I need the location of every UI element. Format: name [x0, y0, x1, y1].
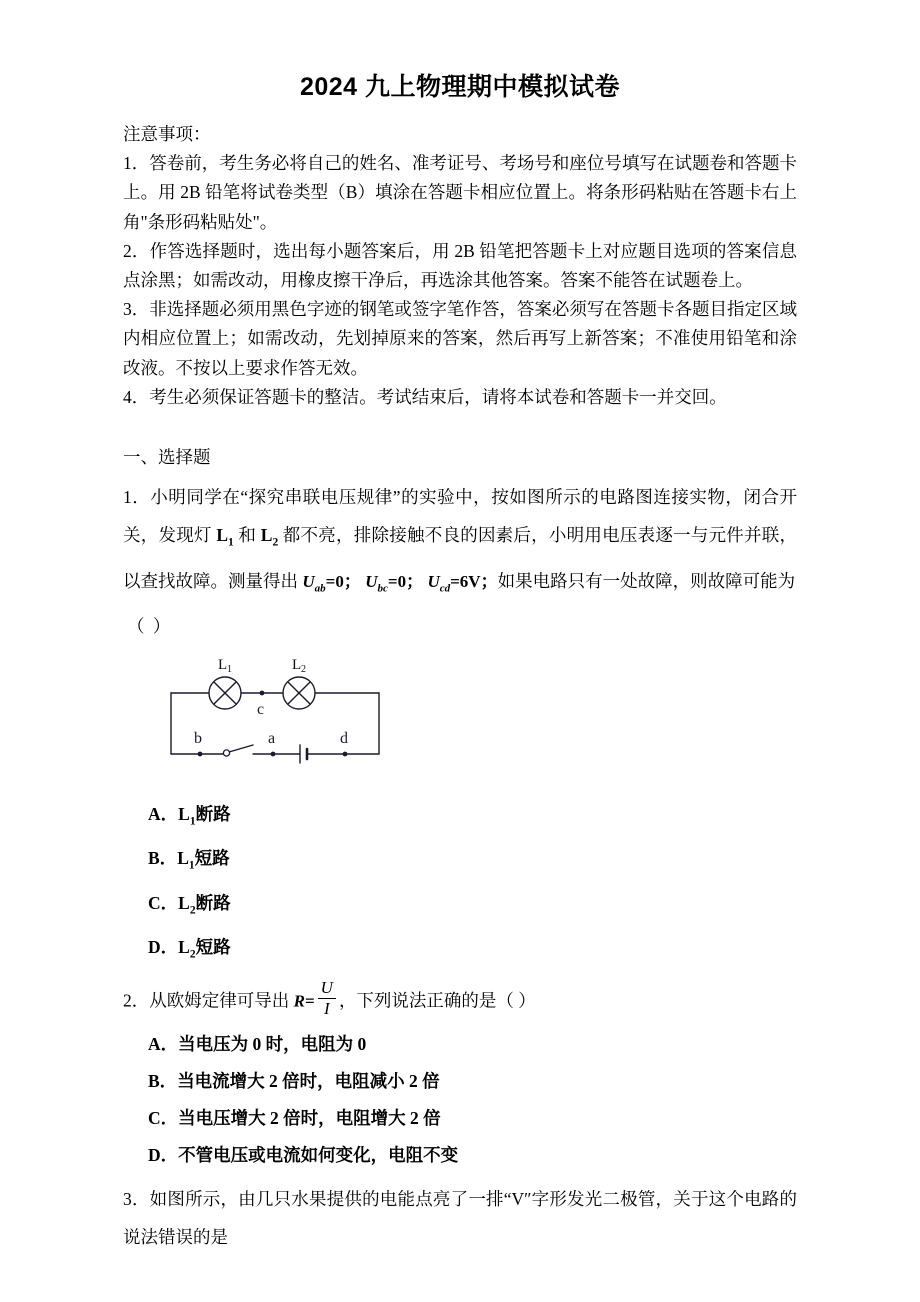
q2-option-b-text: 当电流增大 2 倍时，电阻减小 2 倍	[177, 1070, 440, 1091]
q1-uab-value: =0；	[325, 571, 361, 591]
lamp-l2-label-sub: 2	[301, 663, 306, 675]
node-label-d: d	[340, 729, 348, 747]
q2-option-a-label: A．	[148, 1033, 179, 1054]
q1-option-d-symbol: L	[178, 937, 190, 958]
q1-option-c-subscript: 2	[189, 904, 196, 917]
q1-text-mid2: 都不亮，排除接触不良的因素后，小明用电压表逐一与元件并联，以查找故障。测量得出	[123, 525, 798, 591]
q1-ubc-value: =0；	[387, 571, 424, 591]
q1-lamp1-letter: L	[216, 525, 229, 546]
q2-options	[123, 1021, 797, 1174]
lamp-l1-icon	[209, 677, 241, 709]
q2-option-d[interactable]	[123, 1137, 797, 1174]
q1-option-d-label: D．	[148, 937, 179, 958]
q1-option-d-text	[178, 937, 231, 961]
q2-text-before: 2．从欧姆定律可导出	[123, 990, 294, 1011]
q1-circuit-figure	[123, 645, 797, 783]
q1-ucd-value: =6V；	[450, 571, 498, 591]
q2-option-b-label: B．	[148, 1070, 178, 1091]
battery-icon	[300, 745, 307, 763]
q1-lamp1-symbol	[216, 525, 234, 549]
q1-option-c-body: 断路	[195, 892, 231, 913]
q1-text-before: 1．小明同学在“探究串联电压规律”的实验中，按如图所示的电路图连接实物，闭合开关，发现灯	[123, 487, 797, 546]
q1-lamp2-subscript: 2	[272, 536, 279, 549]
question-3-text: 3．如图所示，由几只水果提供的电能点亮了一排“V″字形发光二极管，关于这个电路的说法错误的是	[123, 1188, 797, 1247]
q1-option-b-body: 短路	[194, 848, 230, 869]
q1-option-b-symbol: L	[177, 848, 189, 869]
q1-option-a-label: A．	[148, 803, 179, 824]
q1-ucd-symbol: U	[427, 571, 440, 591]
q1-option-a-body: 断路	[195, 803, 231, 824]
q1-option-c[interactable]	[123, 885, 797, 930]
node-dot-c	[260, 691, 265, 696]
section-heading-choice: 一、选择题	[123, 447, 211, 468]
page-title: 2024 九上物理期中模拟试卷	[299, 73, 621, 101]
question-2-text	[123, 974, 797, 1021]
q1-lamp1-subscript: 1	[228, 536, 234, 549]
q2-formula-lhs: R	[293, 991, 305, 1011]
q1-lamp2-letter: L	[260, 525, 273, 546]
q2-option-c-text: 当电压增大 2 倍时，电阻增大 2 倍	[178, 1107, 441, 1128]
q1-option-d-subscript: 2	[189, 948, 196, 961]
lamp-l1-label-sub: 1	[227, 663, 232, 675]
lamp-l1-label: L	[218, 656, 228, 673]
q1-option-c-label: C．	[148, 892, 179, 913]
q1-option-a-text	[178, 803, 231, 828]
q2-option-d-label: D．	[148, 1144, 179, 1165]
q1-uab-subscript: ab	[314, 581, 326, 594]
q1-uab-symbol: U	[302, 571, 315, 591]
q1-lamp2-symbol	[260, 525, 279, 549]
q2-option-b[interactable]	[123, 1063, 797, 1100]
q2-fraction-denominator: I	[318, 998, 336, 1018]
q1-option-c-symbol: L	[178, 892, 190, 913]
series-circuit-diagram-svg	[161, 653, 391, 771]
node-dot-d	[343, 752, 348, 757]
q1-text-after: 如果电路只有一处故障，则故障可能为	[497, 570, 796, 591]
q1-option-d[interactable]	[123, 929, 797, 974]
question-1-text	[123, 472, 797, 607]
q2-formula-equals: =	[304, 991, 315, 1011]
page-content	[123, 0, 797, 1256]
q2-text-after: ，下列说法正确的是（ ）	[338, 990, 536, 1011]
q1-voltage-uab	[302, 571, 326, 594]
q1-option-b-subscript: 1	[188, 859, 195, 872]
q1-voltage-ubc	[365, 571, 388, 594]
notice-heading: 注意事项：	[123, 124, 211, 145]
notice-item: 1．答卷前，考生务必将自己的姓名、准考证号、考场号和座位号填写在试题卷和答题卡上。用 2B 铅笔将试卷类型（B）填涂在答题卡相应位置上。将条形码粘贴在答题卡右上角"条形码粘贴处"。	[123, 153, 797, 232]
node-label-a: a	[268, 729, 276, 747]
switch-lever	[229, 745, 253, 752]
switch-pivot-icon	[223, 750, 229, 756]
q1-option-a-symbol: L	[178, 803, 190, 824]
node-label-b: b	[194, 729, 202, 747]
lamp-l2-icon	[283, 677, 315, 709]
node-label-c: c	[257, 700, 265, 718]
q1-option-c-text	[178, 892, 231, 917]
q2-option-d-text: 不管电压或电流如何变化，电阻不变	[178, 1144, 459, 1165]
q1-option-a-subscript: 1	[189, 815, 196, 828]
q1-option-b[interactable]	[123, 840, 797, 885]
notice-block	[123, 120, 797, 412]
q1-options	[123, 783, 797, 974]
q1-answer-parenthesis: （ ）	[127, 615, 173, 636]
q1-option-b-text	[177, 848, 230, 872]
notice-item: 3．非选择题必须用黑色字迹的钢笔或签字笔作答，答案必须写在答题卡各题目指定区域内相应位置上；如需改动，先划掉原来的答案，然后再写上新答案；不准使用铅笔和涂改液。不按以上要求作答无效。	[123, 299, 797, 378]
q1-option-d-body: 短路	[195, 937, 231, 958]
q1-ucd-subscript: cd	[439, 581, 451, 594]
q2-formula-fraction	[318, 979, 336, 1019]
node-dot-b	[198, 752, 203, 757]
lamp-l2-label: L	[292, 656, 302, 673]
notice-item: 2．作答选择题时，选出每小题答案后，用 2B 铅笔把答题卡上对应题目选项的答案信息点涂黑；如需改动，用橡皮擦干净后，再选涂其他答案。答案不能答在试题卷上。	[123, 240, 797, 291]
node-dot-a	[271, 752, 276, 757]
q1-ubc-subscript: bc	[377, 581, 388, 594]
q1-option-b-label: B．	[148, 848, 178, 869]
q1-option-a[interactable]	[123, 796, 797, 841]
notice-item: 4．考生必须保证答题卡的整洁。考试结束后，请将本试卷和答题卡一并交回。	[123, 386, 727, 407]
q2-option-c[interactable]	[123, 1100, 797, 1137]
q2-fraction-numerator: U	[320, 977, 333, 997]
q1-ubc-symbol: U	[365, 571, 378, 591]
q1-text-mid1: 和	[233, 525, 261, 546]
q2-option-c-label: C．	[148, 1107, 179, 1128]
q2-option-a[interactable]	[123, 1026, 797, 1063]
q1-voltage-ucd	[427, 571, 451, 594]
q2-option-a-text: 当电压为 0 时，电阻为 0	[178, 1033, 367, 1054]
